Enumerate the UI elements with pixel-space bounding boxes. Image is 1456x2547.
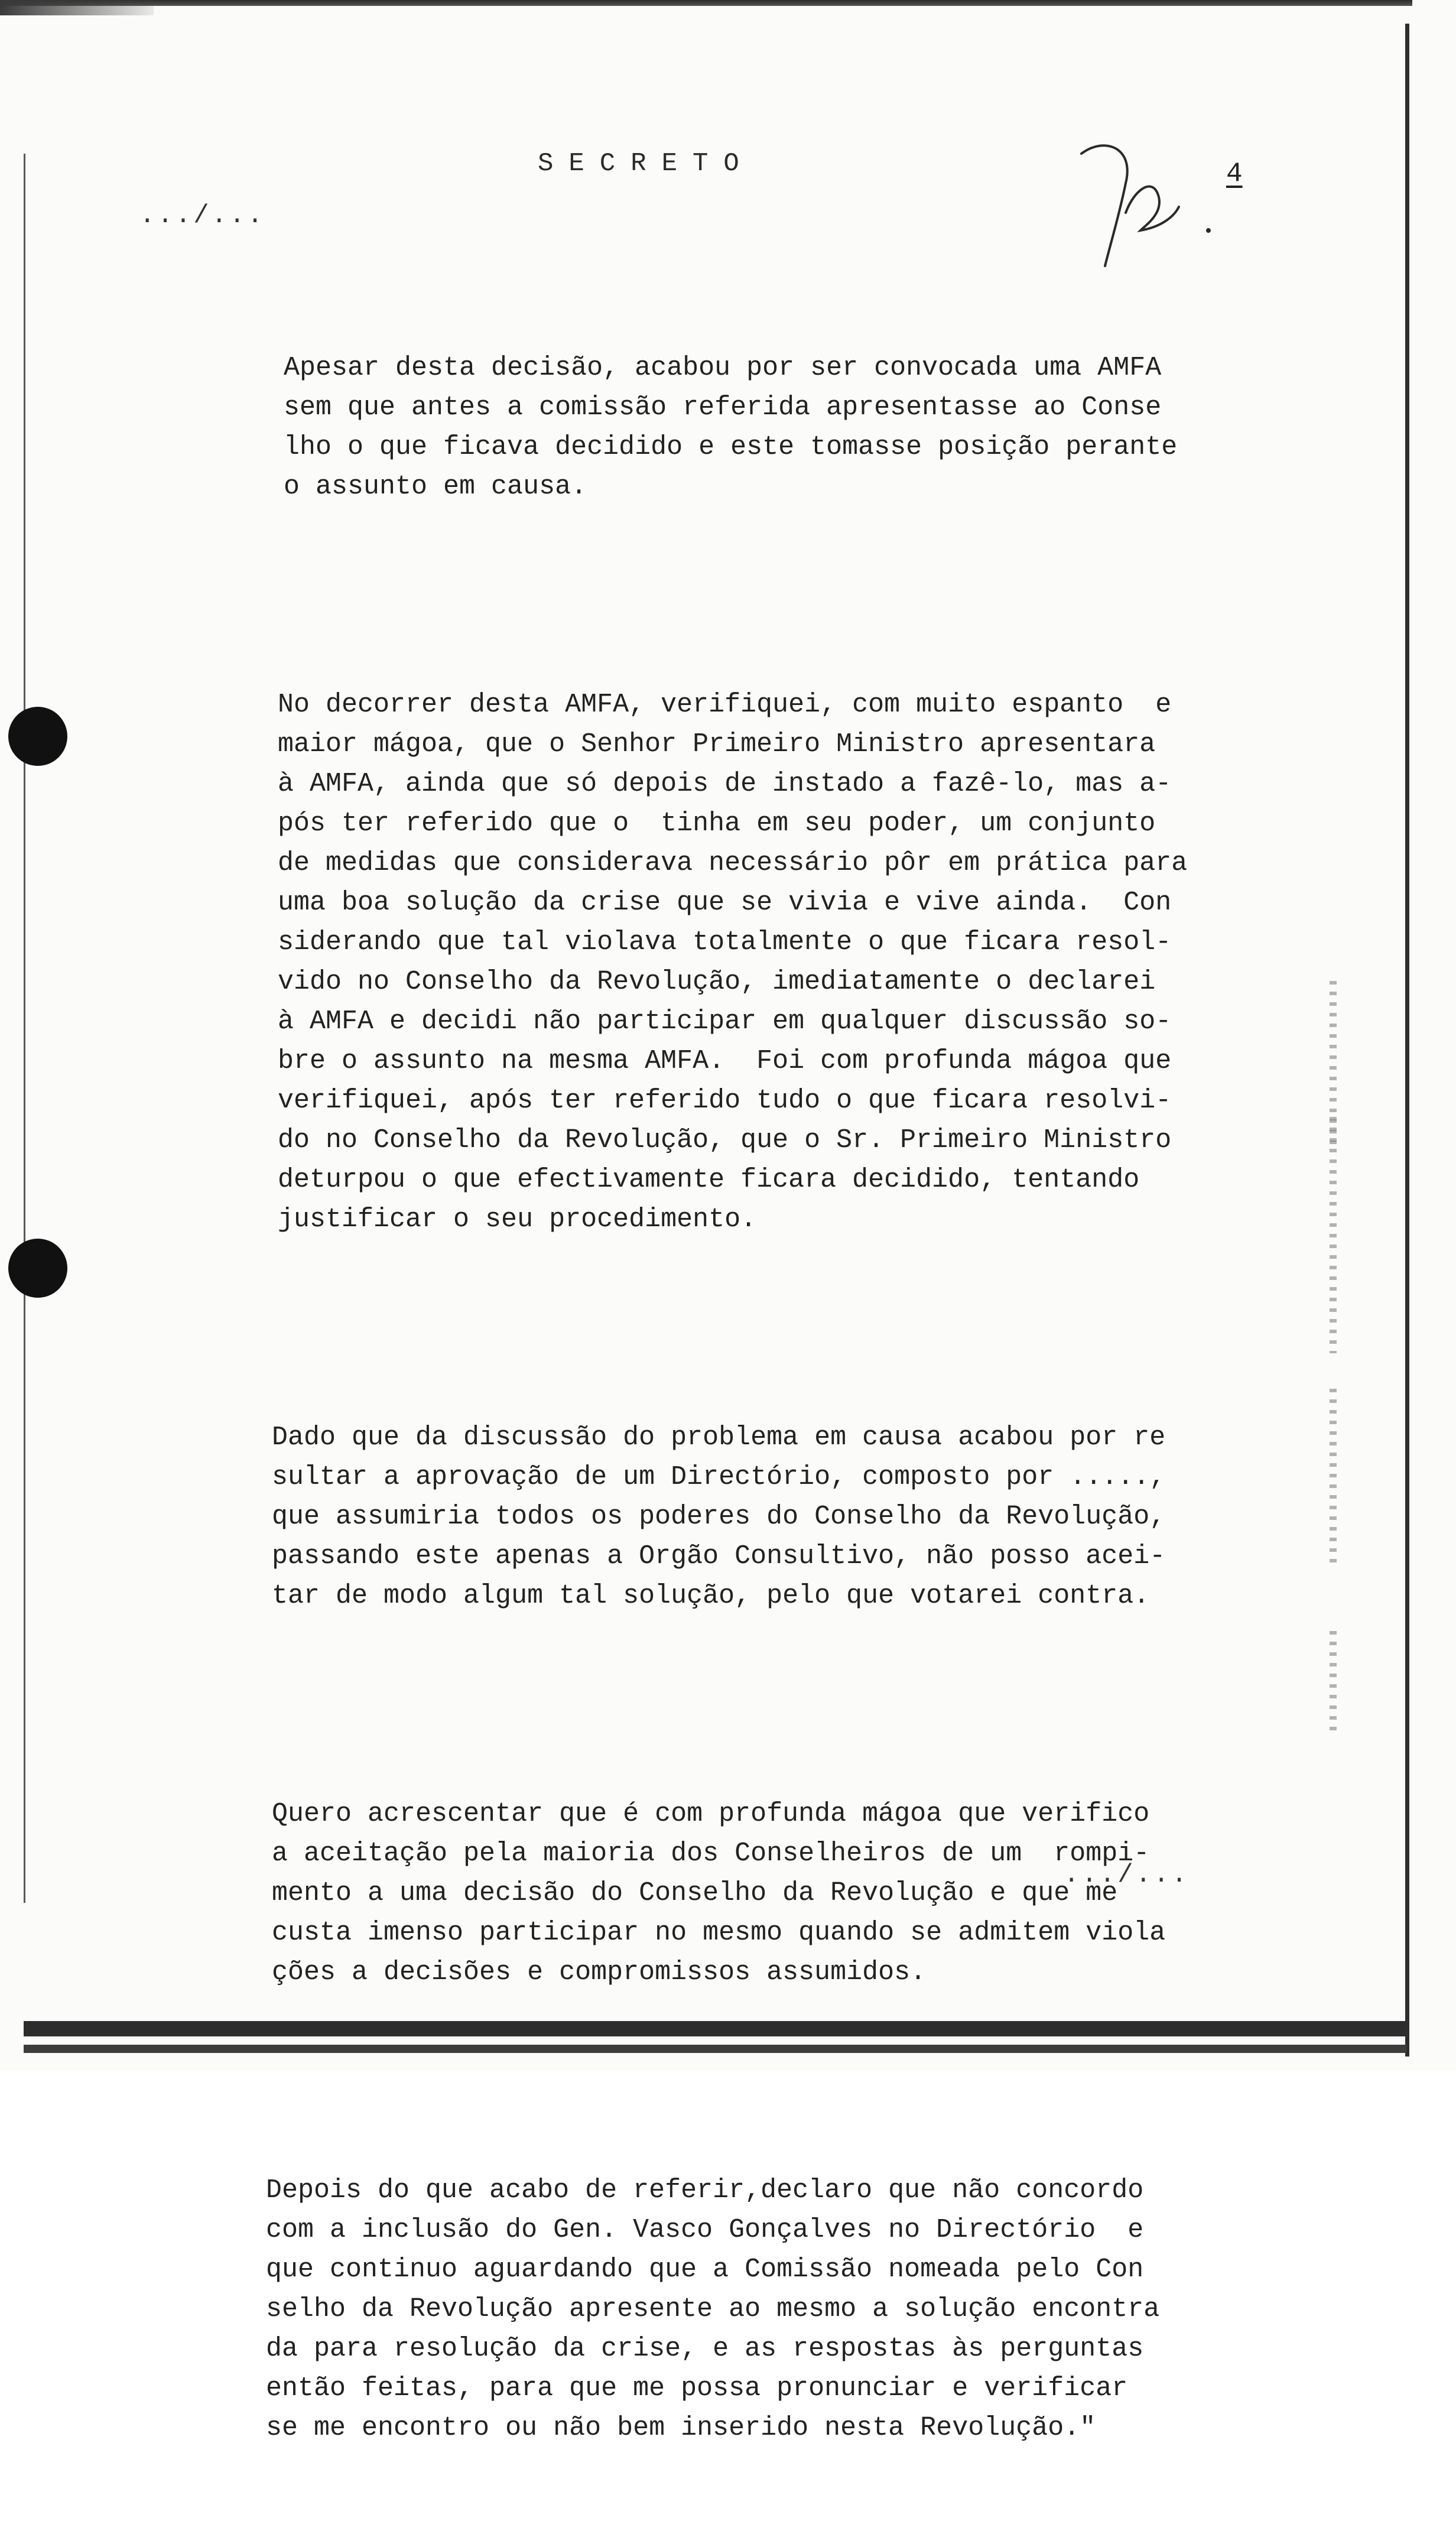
text-line: tar de modo algum tal solução, pelo que votarei contra. — [272, 1581, 1150, 1611]
paragraph — [272, 1339, 1253, 1695]
scan-edge-top — [0, 0, 1412, 6]
text-line: passando este apenas a Orgão Consultivo, não posso acei- — [272, 1541, 1166, 1571]
page-number: 4 — [1226, 158, 1243, 189]
text-line: vido no Conselho da Revolução, imediatamente o declarei — [278, 967, 1156, 997]
text-line: com a inclusão do Gen. Vasco Gonçalves no Directório e — [266, 2215, 1144, 2245]
text-line: que assumiria todos os poderes do Conselho da Revolução, — [272, 1502, 1166, 1532]
classification-header: SECRETO — [538, 149, 755, 178]
text-line: pós ter referido que o tinha em seu poder, um conjunto — [278, 808, 1156, 839]
scan-smudge — [0, 0, 154, 15]
text-line: selho da Revolução apresente ao mesmo a solução encontra — [266, 2294, 1160, 2324]
paragraph — [272, 1715, 1253, 2071]
text-line: No decorrer desta AMFA, verifiquei, com muito espanto e — [278, 690, 1172, 720]
text-line: mento a uma decisão do Conselho da Revolução e que me — [272, 1878, 1118, 1908]
text-line: de medidas que considerava necessário pôr em prática para — [278, 848, 1188, 878]
text-line: que continuo aguardando que a Comissão nomeada pelo Con — [266, 2254, 1144, 2285]
text-line: se me encontro ou não bem inserido nesta Revolução." — [266, 2413, 1096, 2443]
continuation-marker-top: .../... — [139, 201, 265, 230]
paragraph — [266, 2091, 1253, 2527]
handwritten-initials — [1070, 130, 1223, 272]
text-line: sultar a aprovação de um Directório, composto por ....., — [272, 1462, 1166, 1492]
text-line: Apesar desta decisão, acabou por ser convocada uma AMFA — [284, 353, 1162, 383]
text-line: da para resolução da crise, e as respostas às perguntas — [266, 2334, 1144, 2364]
text-line: Dado que da discussão do problema em causa acabou por re — [272, 1422, 1166, 1453]
text-line: custa imenso participar no mesmo quando se admitem viola — [272, 1918, 1166, 1948]
text-line: sem que antes a comissão referida apresentasse ao Conse — [284, 392, 1162, 423]
text-line: Quero acrescentar que é com profunda mágoa que verifico — [272, 1799, 1150, 1829]
text-line: a aceitação pela maioria dos Conselheiros de um rompi- — [272, 1838, 1150, 1869]
text-line: maior mágoa, que o Senhor Primeiro Ministro apresentara — [278, 729, 1156, 759]
text-line: uma boa solução da crise que se vivia e vive ainda. Con — [278, 888, 1172, 918]
text-line: justificar o seu procedimento. — [278, 1204, 757, 1234]
text-line: do no Conselho da Revolução, que o Sr. Primeiro Ministro — [278, 1125, 1172, 1155]
text-line: o assunto em causa. — [284, 472, 587, 502]
punch-hole-bottom — [8, 1239, 67, 1298]
text-line: Depois do que acabo de referir,declaro que não concordo — [266, 2175, 1144, 2205]
text-line: então feitas, para que me possa pronunciar e verificar — [266, 2373, 1128, 2403]
text-line: lho o que ficava decidido e este tomasse posição perante — [284, 432, 1178, 462]
text-line: bre o assunto na mesma AMFA. Foi com profunda mágoa que — [278, 1046, 1172, 1076]
scan-edge-left — [24, 154, 25, 1903]
letter-body — [266, 269, 1253, 2547]
punch-hole-top — [8, 707, 67, 766]
text-line: deturpou o que efectivamente ficara decidido, tentando — [278, 1165, 1140, 1195]
continuation-marker-bottom: .../... — [1064, 1860, 1190, 1890]
scan-noise — [1330, 1117, 1337, 1353]
text-line: à AMFA, ainda que só depois de instado a fazê-lo, mas a- — [278, 769, 1172, 799]
paragraph — [278, 606, 1253, 1318]
paragraph — [284, 269, 1253, 586]
scan-edge-right — [1405, 24, 1409, 2057]
text-line: verifiquei, após ter referido tudo o que ficara resolvi- — [278, 1086, 1172, 1116]
text-line: siderando que tal violava totalmente o que ficara resol- — [278, 927, 1172, 957]
text-line: ções a decisões e compromissos assumidos. — [272, 1957, 927, 1987]
scan-noise — [1330, 1389, 1337, 1566]
text-line: à AMFA e decidi não participar em qualquer discussão so- — [278, 1006, 1172, 1037]
scan-noise — [1330, 1631, 1337, 1737]
